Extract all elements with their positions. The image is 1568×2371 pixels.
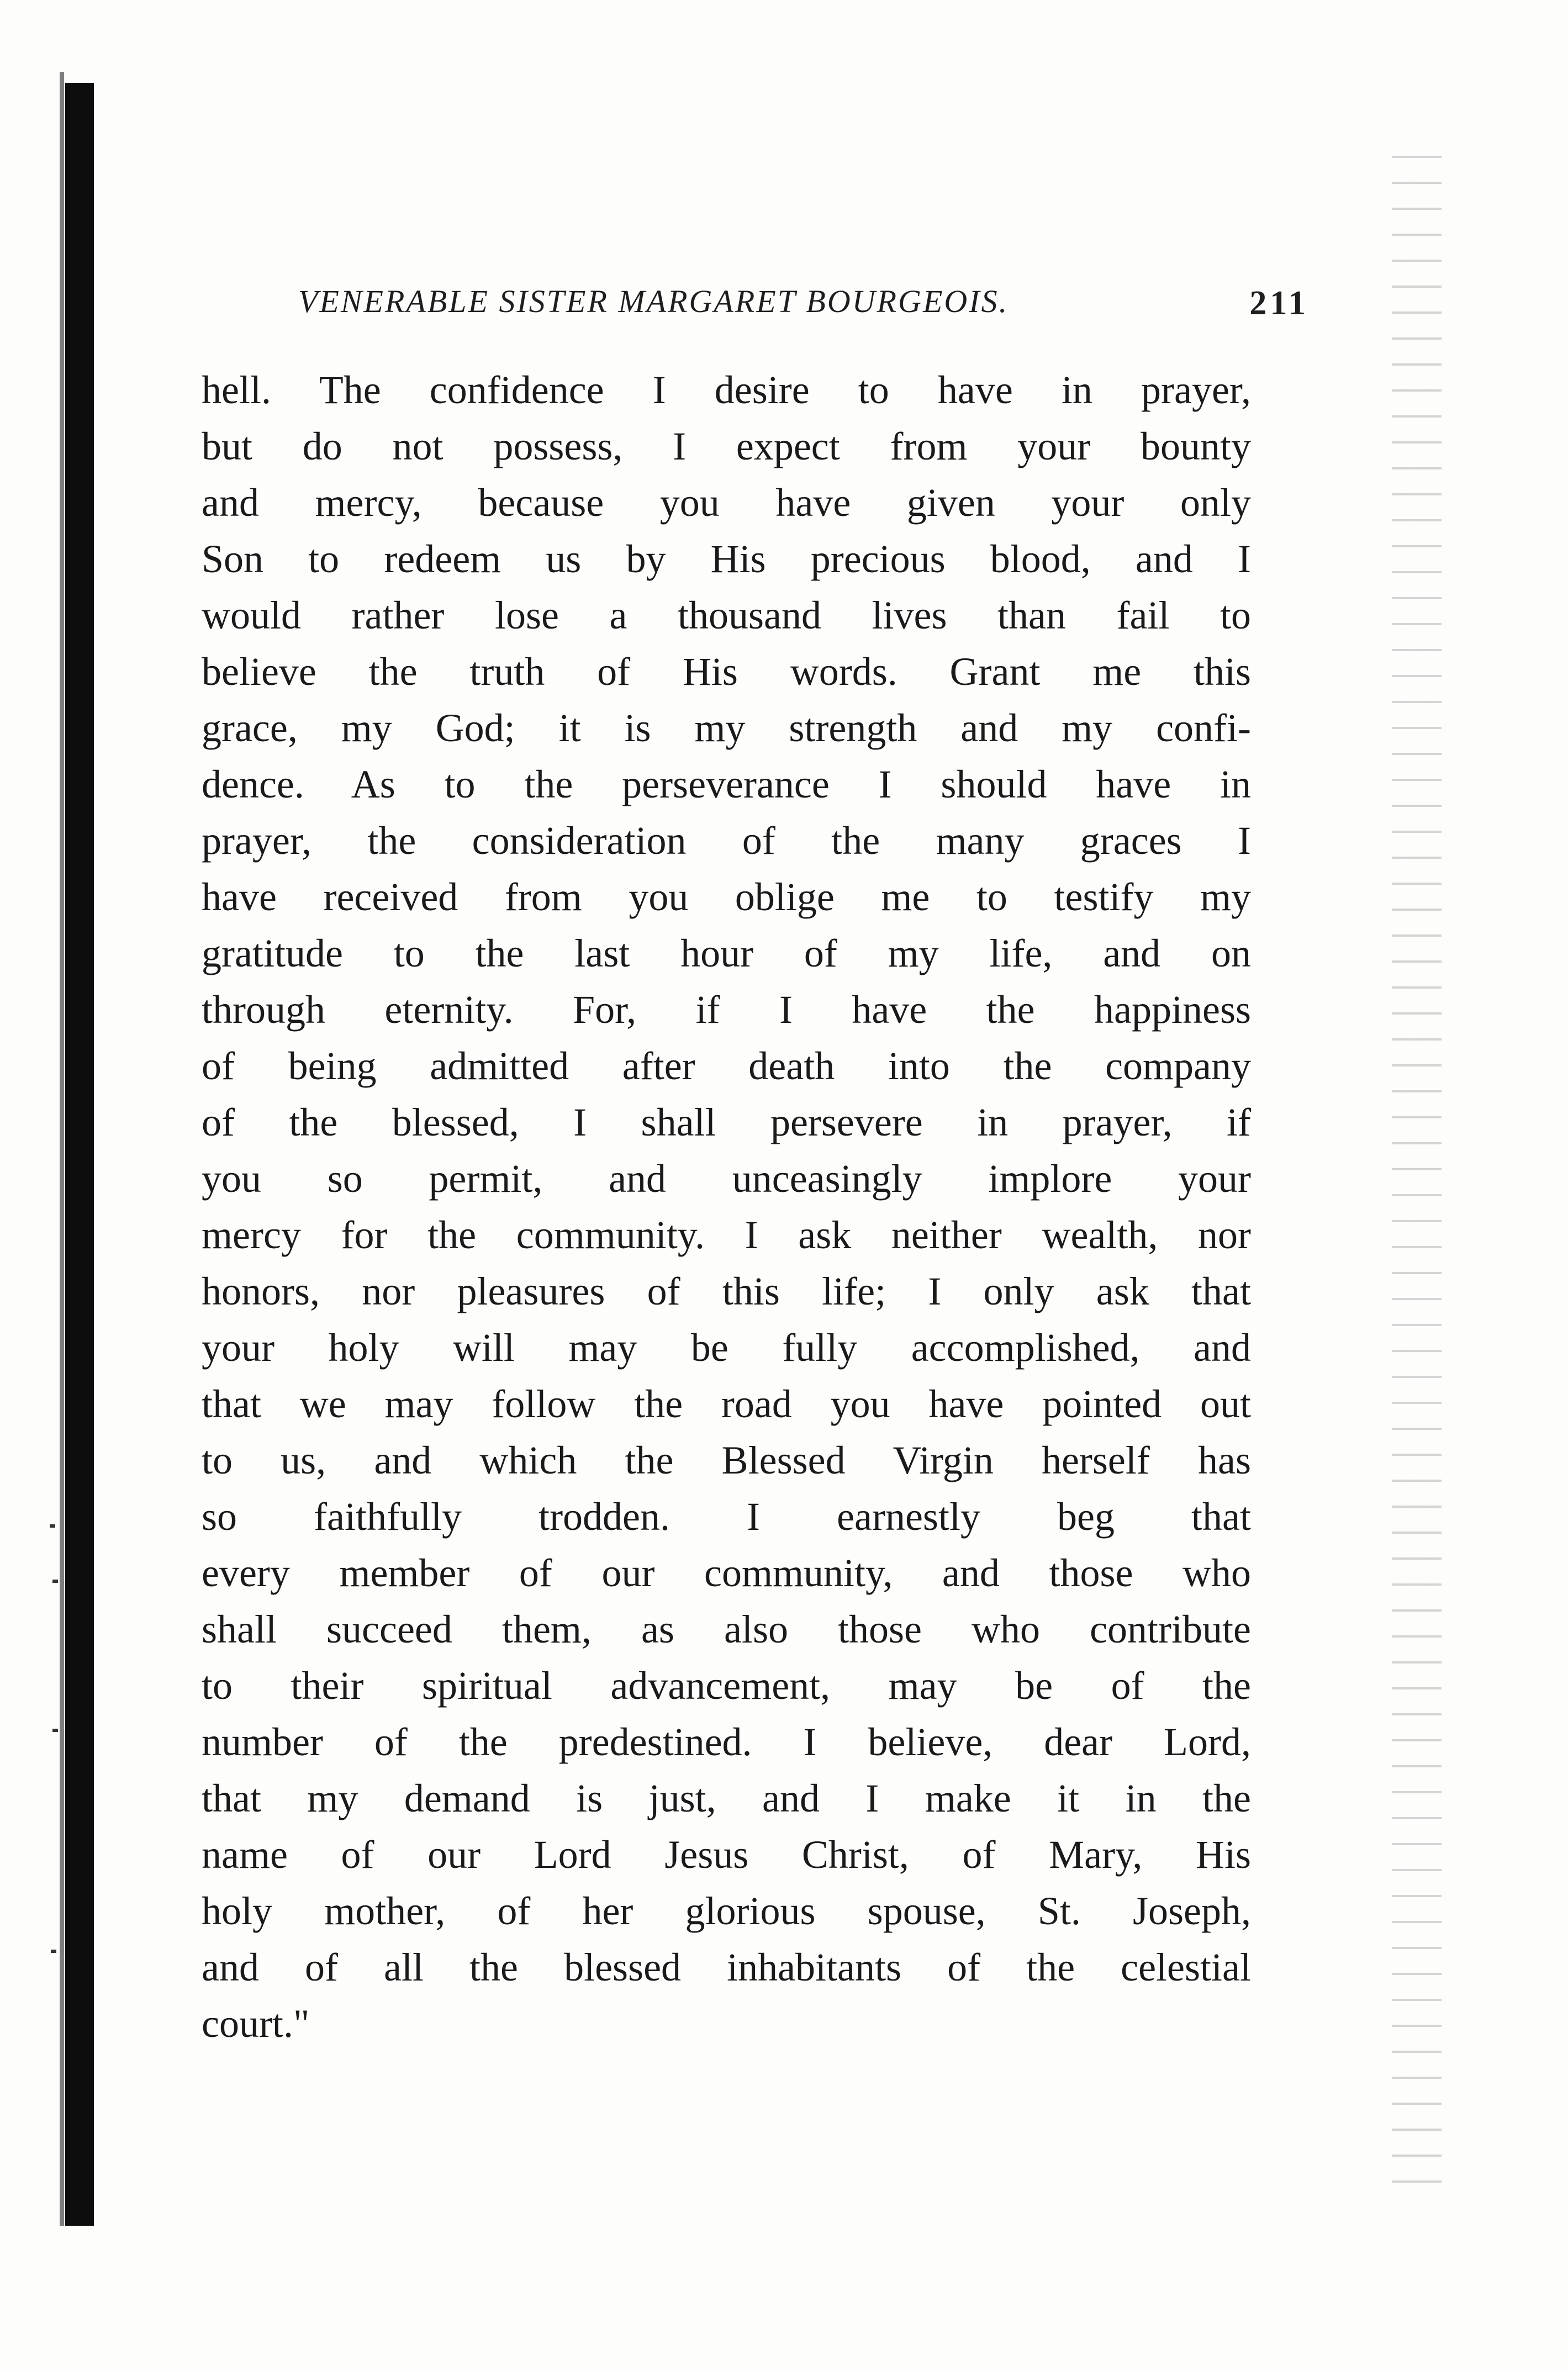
text-line: court." <box>202 2002 310 2046</box>
text-line: have received from you oblige me to testify my <box>202 875 1251 919</box>
scan-speck <box>52 1580 58 1583</box>
text-line: that we may follow the road you have pointed out <box>202 1382 1251 1426</box>
text-line: and mercy, because you have given your only <box>202 480 1251 525</box>
text-line: every member of our community, and those who <box>202 1551 1251 1595</box>
text-line: of the blessed, I shall persevere in prayer, if <box>202 1100 1251 1144</box>
running-head: VENERABLE SISTER MARGARET BOURGEOIS. <box>298 283 1009 319</box>
text-line: hell. The confidence I desire to have in prayer, <box>202 368 1251 412</box>
scan-speck <box>50 1524 55 1528</box>
text-line: but do not possess, I expect from your bounty <box>202 424 1251 468</box>
text-line: through eternity. For, if I have the happiness <box>202 988 1251 1032</box>
text-line: to their spiritual advancement, may be of the <box>202 1664 1251 1708</box>
scan-gutter-edge <box>60 72 64 2226</box>
text-line: your holy will may be fully accomplished, and <box>202 1326 1251 1370</box>
scan-speck <box>52 1729 58 1732</box>
text-line: of being admitted after death into the company <box>202 1044 1251 1088</box>
text-line: Son to redeem us by His precious blood, and I <box>202 537 1251 581</box>
scan-speck <box>51 1950 56 1953</box>
text-line: dence. As to the perseverance I should have in <box>202 762 1251 806</box>
page-header <box>298 276 1309 337</box>
text-line: shall succeed them, as also those who contribute <box>202 1607 1251 1651</box>
page-number: 211 <box>1249 284 1309 322</box>
text-line: prayer, the consideration of the many graces I <box>202 819 1251 863</box>
text-line: grace, my God; it is my strength and my confi- <box>202 706 1251 750</box>
text-line: and of all the blessed inhabitants of the celestial <box>202 1945 1251 1989</box>
text-line: to us, and which the Blessed Virgin herself has <box>202 1438 1251 1482</box>
text-line: so faithfully trodden. I earnestly beg that <box>202 1495 1251 1539</box>
scan-edge-noise <box>1392 144 1442 2187</box>
text-line: would rather lose a thousand lives than fail to <box>202 593 1251 637</box>
text-line: honors, nor pleasures of this life; I only ask that <box>202 1269 1251 1313</box>
body-text <box>202 362 1251 2052</box>
text-line: believe the truth of His words. Grant me this <box>202 649 1251 694</box>
text-line: number of the predestined. I believe, dear Lord, <box>202 1720 1251 1764</box>
text-line: that my demand is just, and I make it in the <box>202 1776 1251 1820</box>
text-line: holy mother, of her glorious spouse, St. Joseph, <box>202 1889 1251 1933</box>
text-line: name of our Lord Jesus Christ, of Mary, His <box>202 1833 1251 1877</box>
scan-gutter-shadow <box>65 83 94 2226</box>
text-line: mercy for the community. I ask neither wealth, nor <box>202 1213 1251 1257</box>
text-line: gratitude to the last hour of my life, and on <box>202 931 1251 975</box>
text-line: you so permit, and unceasingly implore your <box>202 1157 1251 1201</box>
